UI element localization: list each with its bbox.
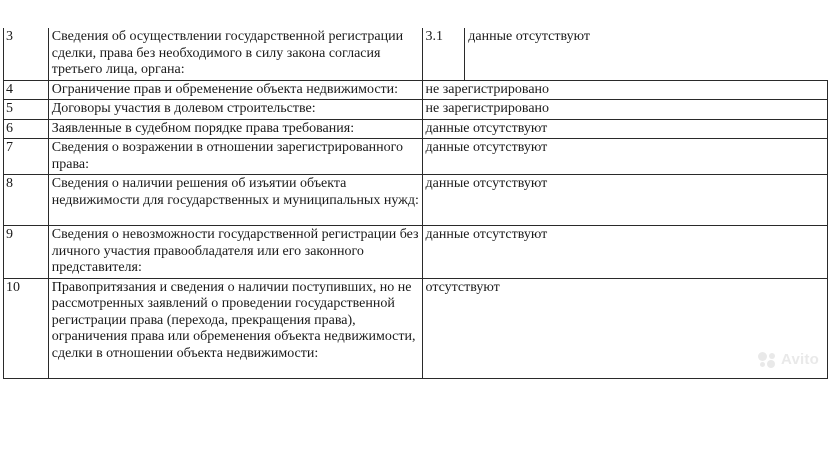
table-row bbox=[4, 119, 828, 139]
row-number: 9 bbox=[4, 226, 49, 279]
row-value: не зарегистрировано bbox=[422, 100, 828, 120]
table-row bbox=[4, 80, 828, 100]
row-number: 8 bbox=[4, 175, 49, 226]
table-row bbox=[4, 28, 828, 80]
table-row bbox=[4, 100, 828, 120]
row-description: Сведения о наличии решения об изъятии объекта недвижимости для государственных и муниципальных нужд: bbox=[48, 175, 422, 226]
row-number: 10 bbox=[4, 278, 49, 378]
row-description: Сведения о невозможности государственной регистрации без личного участия правообладателя или его законного представителя: bbox=[48, 226, 422, 279]
row-value: данные отсутствуют bbox=[422, 226, 828, 279]
egrn-extract-table bbox=[3, 28, 828, 379]
row-number: 5 bbox=[4, 100, 49, 120]
table-row bbox=[4, 278, 828, 378]
table-row bbox=[4, 139, 828, 175]
row-description: Правопритязания и сведения о наличии поступивших, но не рассмотренных заявлений о проведении государственной регистрации права (перехода, прекращения права), ограничения права или обременения объекта недвижимости, сделки в отношении объекта недвижимости: bbox=[48, 278, 422, 378]
row-value: данные отсутствуют bbox=[422, 139, 828, 175]
row-number: 4 bbox=[4, 80, 49, 100]
row-value: данные отсутствуют bbox=[422, 119, 828, 139]
row-description: Ограничение прав и обременение объекта недвижимости: bbox=[48, 80, 422, 100]
row-description: Заявленные в судебном порядке права требования: bbox=[48, 119, 422, 139]
row-number: 3 bbox=[4, 28, 49, 80]
avito-logo-icon bbox=[758, 352, 778, 368]
row-description: Договоры участия в долевом строительстве: bbox=[48, 100, 422, 120]
watermark-text: Avito bbox=[781, 351, 819, 368]
avito-watermark bbox=[758, 351, 819, 368]
row-value: отсутствуют bbox=[422, 278, 828, 378]
table-row bbox=[4, 226, 828, 279]
row-description: Сведения о возражении в отношении зарегистрированного права: bbox=[48, 139, 422, 175]
table-row bbox=[4, 175, 828, 226]
row-value: данные отсутствуют bbox=[465, 28, 828, 80]
row-value: не зарегистрировано bbox=[422, 80, 828, 100]
row-subnumber: 3.1 bbox=[422, 28, 465, 80]
row-description: Сведения об осуществлении государственной регистрации сделки, права без необходимого в силу закона согласия третьего лица, органа: bbox=[48, 28, 422, 80]
row-value: данные отсутствуют bbox=[422, 175, 828, 226]
row-number: 7 bbox=[4, 139, 49, 175]
row-number: 6 bbox=[4, 119, 49, 139]
